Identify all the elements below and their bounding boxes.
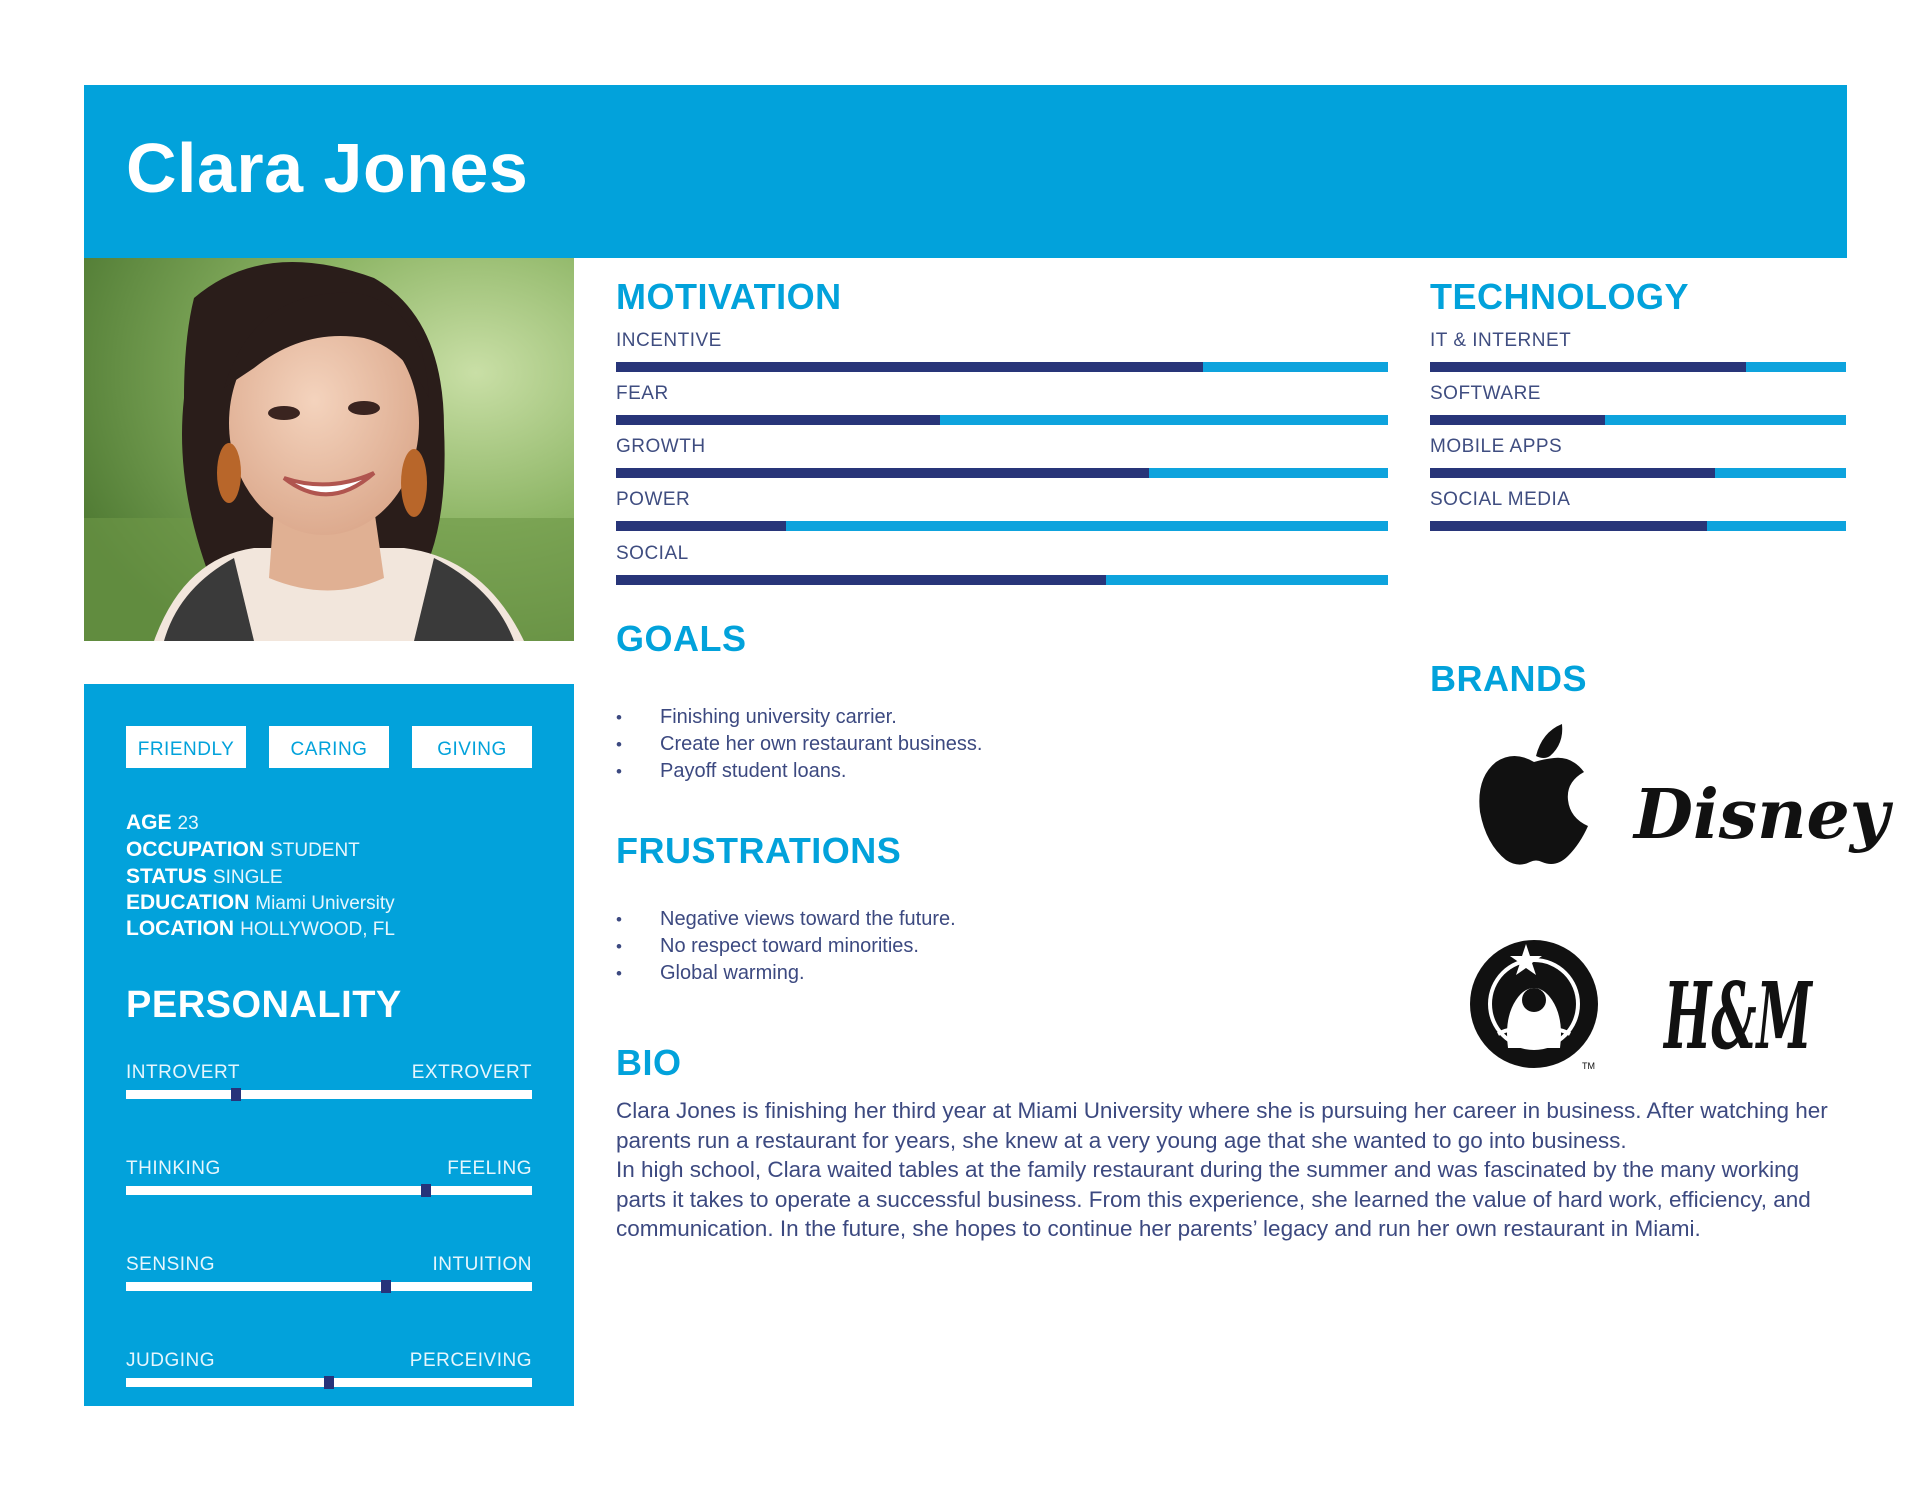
- list-item: • Global warming.: [616, 960, 956, 987]
- list-item: • Finishing university carrier.: [616, 704, 982, 731]
- demographic-key: LOCATION: [126, 917, 235, 940]
- demographic-key: EDUCATION: [126, 891, 250, 914]
- demographic-value: SINGLE: [212, 867, 283, 888]
- bar-fill: [616, 521, 786, 531]
- demographic-value: 23: [177, 813, 199, 834]
- motivation-label: GROWTH: [616, 436, 706, 457]
- persona-name: Clara Jones: [126, 129, 529, 207]
- technology-bar: [1430, 362, 1846, 372]
- demographic-row: [126, 838, 360, 862]
- motivation-label: INCENTIVE: [616, 330, 722, 351]
- bio-paragraph: In high school, Clara waited tables at the family restaurant during the summer and was fascinated by the many working parts it takes to operate a successful business. From this experience, she learned the value of hard work, efficiency, and communication. In the future, she hopes to continue her parents’ legacy and run her own restaurant in Miami.: [616, 1157, 1811, 1241]
- scale-track: [126, 1186, 532, 1195]
- motivation-bar: [616, 468, 1388, 478]
- goals-title: GOALS: [616, 618, 747, 659]
- persona-photo: [84, 258, 574, 641]
- frustrations-list: [616, 906, 956, 987]
- demographic-key: AGE: [126, 811, 172, 834]
- personality-title: PERSONALITY: [126, 984, 402, 1026]
- bar-fill: [1430, 468, 1715, 478]
- goals-list: [616, 704, 982, 785]
- scale-right-label: INTUITION: [432, 1254, 532, 1275]
- bar-fill: [616, 468, 1149, 478]
- demographic-key: STATUS: [126, 865, 207, 888]
- bar-fill: [616, 575, 1106, 585]
- demographic-value: Miami University: [255, 893, 395, 914]
- motivation-bar: [616, 575, 1388, 585]
- technology-label: IT & INTERNET: [1430, 330, 1572, 351]
- personality-scale: [126, 1062, 532, 1118]
- trait-tag: CARING: [269, 726, 389, 768]
- bio-paragraph: Clara Jones is finishing her third year at Miami University where she is pursuing her career in business. After watching her parents run a restaurant for years, she knew at a very young age that she wanted to go into business.: [616, 1098, 1828, 1153]
- scale-marker: [324, 1376, 334, 1389]
- bar-fill: [616, 362, 1203, 372]
- personality-scale: [126, 1350, 532, 1406]
- profile-panel: [84, 684, 574, 1406]
- scale-track: [126, 1282, 532, 1291]
- hm-wordmark: H&M: [1662, 962, 1814, 1070]
- technology-label: SOFTWARE: [1430, 383, 1541, 404]
- technology-label: MOBILE APPS: [1430, 436, 1563, 457]
- bio-text: [616, 1096, 1846, 1244]
- starbucks-logo: [1468, 938, 1608, 1078]
- disney-logo: [1630, 760, 1890, 875]
- list-item: • Create her own restaurant business.: [616, 731, 982, 758]
- technology-bar: [1430, 415, 1846, 425]
- trait-tag: FRIENDLY: [126, 726, 246, 768]
- bio-title: BIO: [616, 1042, 682, 1083]
- trademark-mark: TM: [1582, 1061, 1595, 1071]
- scale-left-label: THINKING: [126, 1158, 221, 1179]
- motivation-bar: [616, 415, 1388, 425]
- demographic-row: [126, 811, 199, 835]
- demographic-value: STUDENT: [270, 840, 360, 861]
- list-item: • Negative views toward the future.: [616, 906, 956, 933]
- scale-left-label: JUDGING: [126, 1350, 215, 1371]
- bar-fill: [616, 415, 940, 425]
- motivation-bar: [616, 362, 1388, 372]
- list-item: • Payoff student loans.: [616, 758, 982, 785]
- demographic-row: [126, 917, 395, 941]
- personality-scale: [126, 1254, 532, 1310]
- demographic-row: [126, 865, 283, 889]
- disney-wordmark: Disney: [1634, 775, 1890, 855]
- technology-bar: [1430, 521, 1846, 531]
- scale-marker: [381, 1280, 391, 1293]
- technology-title: TECHNOLOGY: [1430, 276, 1690, 317]
- demographic-key: OCCUPATION: [126, 838, 265, 861]
- demographic-value: HOLLYWOOD, FL: [240, 919, 395, 940]
- motivation-label: SOCIAL: [616, 543, 689, 564]
- motivation-title: MOTIVATION: [616, 276, 842, 317]
- frustrations-title: FRUSTRATIONS: [616, 830, 902, 871]
- technology-bar: [1430, 468, 1846, 478]
- apple-logo: [1474, 722, 1594, 872]
- motivation-bar: [616, 521, 1388, 531]
- scale-right-label: EXTROVERT: [411, 1062, 532, 1083]
- demographic-row: [126, 891, 395, 915]
- list-item: • No respect toward minorities.: [616, 933, 956, 960]
- scale-track: [126, 1090, 532, 1099]
- scale-left-label: SENSING: [126, 1254, 216, 1275]
- personality-scale: [126, 1158, 532, 1214]
- scale-marker: [231, 1088, 241, 1101]
- hm-logo: [1660, 954, 1820, 1069]
- trait-tag: GIVING: [412, 726, 532, 768]
- bar-fill: [1430, 521, 1707, 531]
- scale-left-label: INTROVERT: [126, 1062, 240, 1083]
- bar-fill: [1430, 362, 1746, 372]
- scale-right-label: PERCEIVING: [409, 1350, 532, 1371]
- motivation-label: FEAR: [616, 383, 669, 404]
- technology-label: SOCIAL MEDIA: [1430, 489, 1571, 510]
- scale-marker: [421, 1184, 431, 1197]
- scale-right-label: FEELING: [447, 1158, 532, 1179]
- motivation-label: POWER: [616, 489, 691, 510]
- brands-title: BRANDS: [1430, 658, 1588, 699]
- bar-fill: [1430, 415, 1605, 425]
